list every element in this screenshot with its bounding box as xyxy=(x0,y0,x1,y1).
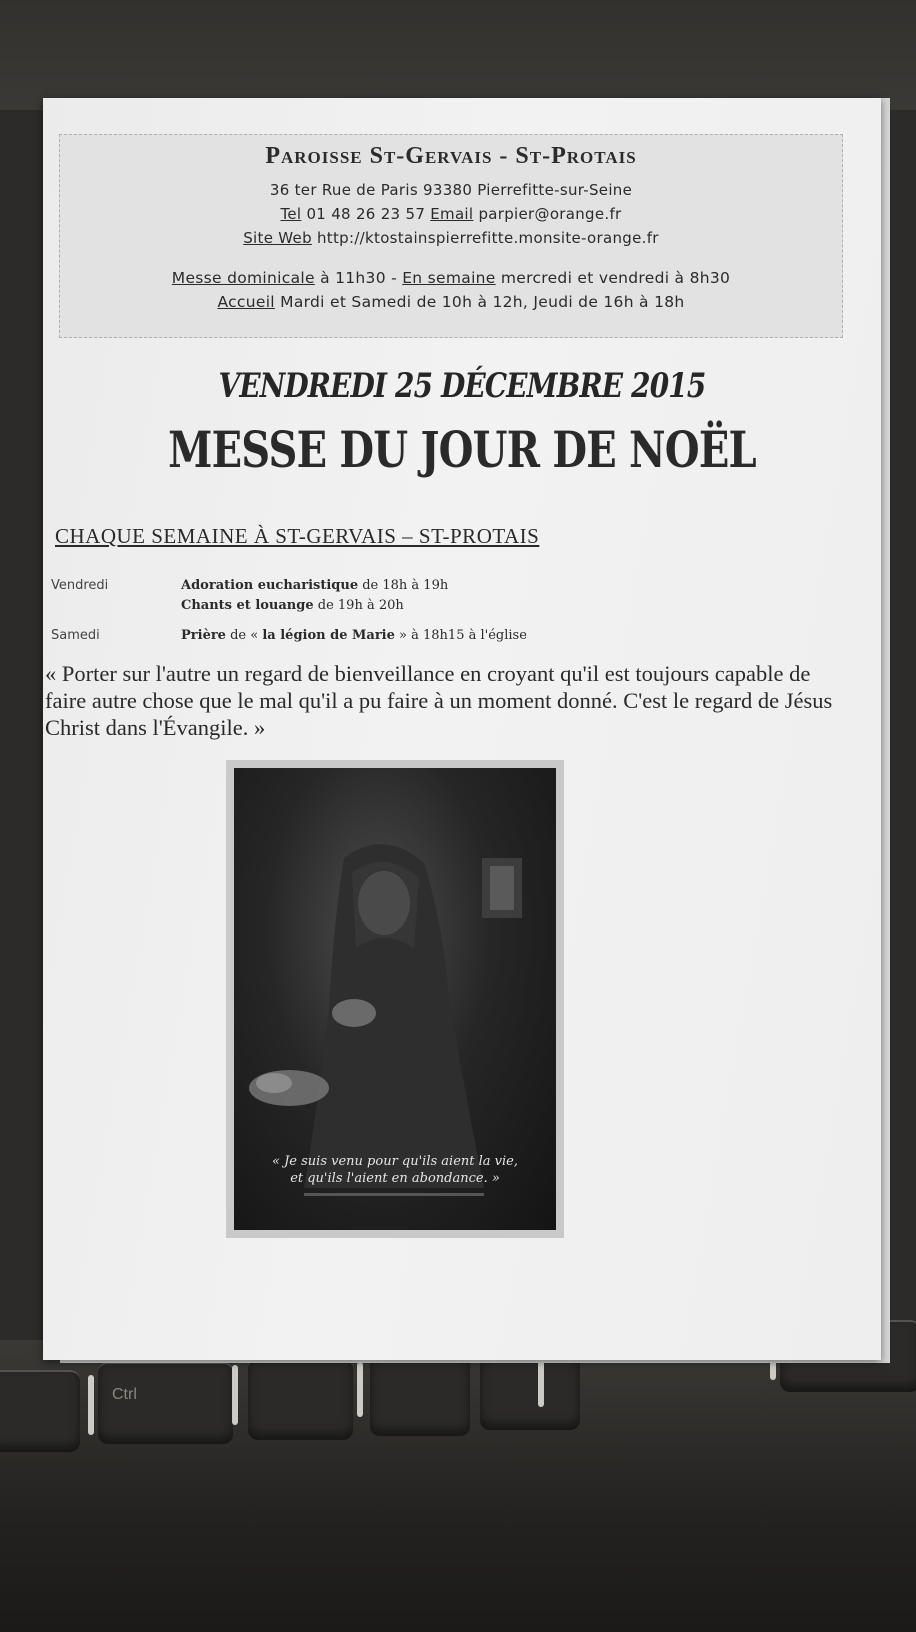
key-glint xyxy=(88,1375,94,1435)
schedule-day: Samedi xyxy=(51,628,100,643)
schedule-entry-bold2: la légion de Marie xyxy=(262,628,395,643)
bulletin-page xyxy=(43,98,881,1360)
mass-value: à 11h30 - xyxy=(320,269,397,287)
schedule-entry-time: » à 18h15 à l'église xyxy=(399,628,527,643)
caption-reference-line xyxy=(304,1193,484,1196)
nativity-image xyxy=(226,760,564,1238)
week-label: En semaine xyxy=(402,269,496,287)
weekly-schedule-heading: CHAQUE SEMAINE À ST-GERVAIS – ST-PROTAIS xyxy=(55,524,540,548)
image-caption xyxy=(234,1153,556,1187)
title-main: MESSE DU JOUR DE NOËL xyxy=(168,420,756,479)
keyboard xyxy=(0,1340,916,1632)
welcome-label: Accueil xyxy=(217,293,275,311)
parish-name: Paroisse St-Gervais - St-Protais xyxy=(265,143,637,169)
key-down-arrow xyxy=(370,1354,470,1436)
email-label: Email xyxy=(430,205,474,223)
nativity-picture xyxy=(234,768,556,1230)
key-ctrl-label: Ctrl xyxy=(112,1386,137,1403)
week-value: mercredi et vendredi à 8h30 xyxy=(500,269,731,287)
tel-label: Tel xyxy=(280,205,302,223)
schedule-entry-bold: Chants et louange xyxy=(181,598,314,613)
schedule-day: Vendredi xyxy=(51,578,109,593)
schedule-entry xyxy=(181,578,448,593)
welcome-line xyxy=(60,293,842,311)
image-caption-line: et qu'ils l'aient en abondance. » xyxy=(290,1171,500,1186)
schedule-entry-bold: Prière xyxy=(181,628,226,643)
schedule-entry xyxy=(181,628,527,643)
schedule-entry-time: de 19h à 20h xyxy=(317,598,404,613)
welcome-value: Mardi et Samedi de 10h à 12h, Jeudi de 16h à 18h xyxy=(280,293,685,311)
schedule-entry-bold: Adoration eucharistique xyxy=(181,578,359,593)
key-left-arrow xyxy=(248,1358,353,1440)
web-line xyxy=(60,229,842,247)
title-date: VENDREDI 25 DÉCEMBRE 2015 xyxy=(218,366,706,406)
email-value: parpier@orange.fr xyxy=(478,205,622,223)
key-glint xyxy=(232,1365,238,1425)
key-glint xyxy=(357,1362,363,1417)
key-fn xyxy=(0,1370,80,1452)
mass-label: Messe dominicale xyxy=(171,269,315,287)
pope-quote: « Porter sur l'autre un regard de bienveillance en croyant qu'il est toujours capable de faire autre chose que le mal qu'il a pu faire à un moment donné. C'est le regard de Jésus Christ dans l'Évangile. » xyxy=(45,661,833,740)
web-value: http://ktostainspierrefitte.monsite-orange.fr xyxy=(316,229,659,247)
schedule-entry-time: de 18h à 19h xyxy=(362,578,449,593)
schedule-entry-mid: de « xyxy=(230,628,259,643)
schedule-entry xyxy=(181,598,404,613)
tel-value: 01 48 26 23 57 xyxy=(306,205,426,223)
parish-header xyxy=(59,134,843,338)
contact-line xyxy=(60,205,842,223)
web-label: Site Web xyxy=(243,229,312,247)
mass-times-line xyxy=(60,269,842,287)
desk-background xyxy=(0,0,916,110)
parish-address: 36 ter Rue de Paris 93380 Pierrefitte-sur-Seine xyxy=(269,181,633,199)
image-caption-line: « Je suis venu pour qu'ils aient la vie, xyxy=(272,1154,518,1169)
key-ctrl xyxy=(98,1362,233,1444)
